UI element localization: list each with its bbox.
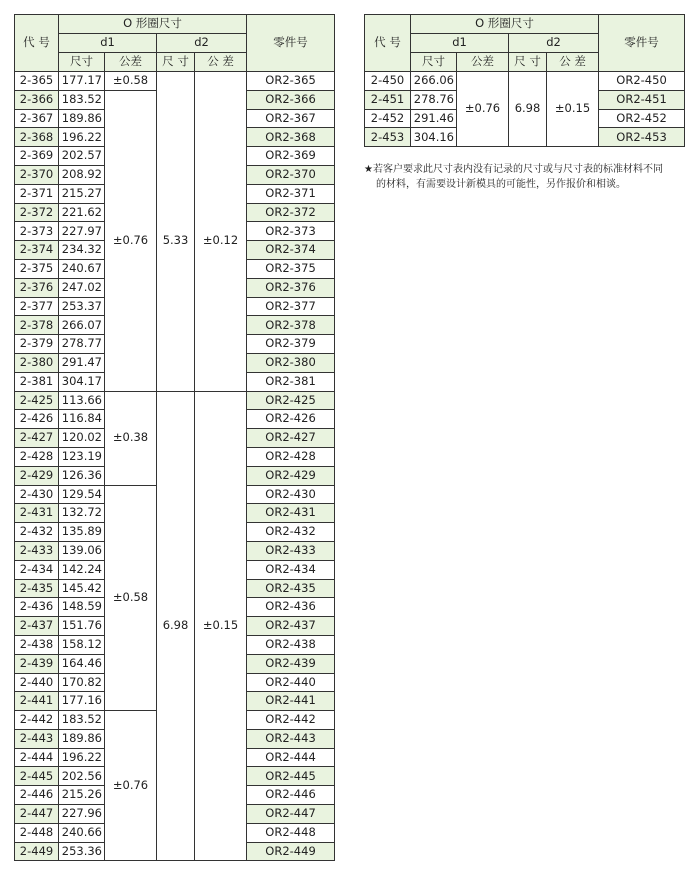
part-number-cell: OR2-375 <box>247 259 335 278</box>
table-body <box>365 72 685 147</box>
code-cell: 2-435 <box>15 579 59 598</box>
code-cell: 2-426 <box>15 410 59 429</box>
d2-empty-cell <box>195 72 247 91</box>
code-cell: 2-370 <box>15 165 59 184</box>
d1-size-cell: 189.86 <box>59 729 105 748</box>
d1-size-cell: 227.97 <box>59 222 105 241</box>
d1-size-cell: 253.36 <box>59 842 105 861</box>
code-cell: 2-442 <box>15 711 59 730</box>
header-oring-size: O 形圈尺寸 <box>411 15 599 34</box>
d1-size-cell: 158.12 <box>59 635 105 654</box>
part-number-cell: OR2-374 <box>247 241 335 260</box>
part-number-cell: OR2-365 <box>247 72 335 91</box>
part-number-cell: OR2-376 <box>247 278 335 297</box>
part-number-cell: OR2-381 <box>247 372 335 391</box>
part-number-cell: OR2-449 <box>247 842 335 861</box>
part-number-cell: OR2-430 <box>247 485 335 504</box>
code-cell: 2-445 <box>15 767 59 786</box>
part-number-cell: OR2-367 <box>247 109 335 128</box>
code-cell: 2-447 <box>15 805 59 824</box>
part-number-cell: OR2-432 <box>247 523 335 542</box>
d1-size-cell: 177.17 <box>59 72 105 91</box>
d2-size-cell: 6.98 <box>157 391 195 861</box>
code-cell: 2-430 <box>15 485 59 504</box>
header-code: 代 号 <box>15 15 59 72</box>
header-d1: d1 <box>59 34 157 53</box>
part-number-cell: OR2-450 <box>599 72 685 91</box>
part-number-cell: OR2-369 <box>247 147 335 166</box>
part-number-cell: OR2-451 <box>599 90 685 109</box>
d1-size-cell: 304.17 <box>59 372 105 391</box>
code-cell: 2-366 <box>15 90 59 109</box>
d1-size-cell: 253.37 <box>59 297 105 316</box>
d2-empty-cell <box>157 72 195 91</box>
header-d2-size: 尺 寸 <box>157 53 195 72</box>
code-cell: 2-432 <box>15 523 59 542</box>
code-cell: 2-446 <box>15 786 59 805</box>
d1-size-cell: 196.22 <box>59 748 105 767</box>
code-cell: 2-449 <box>15 842 59 861</box>
d1-size-cell: 183.52 <box>59 90 105 109</box>
header-d2-tolerance: 公 差 <box>195 53 247 72</box>
d1-size-cell: 196.22 <box>59 128 105 147</box>
part-number-cell: OR2-427 <box>247 429 335 448</box>
d1-size-cell: 202.57 <box>59 147 105 166</box>
d1-tolerance-cell: ±0.76 <box>105 711 157 861</box>
part-number-cell: OR2-436 <box>247 598 335 617</box>
code-cell: 2-367 <box>15 109 59 128</box>
code-cell: 2-376 <box>15 278 59 297</box>
code-cell: 2-448 <box>15 823 59 842</box>
part-number-cell: OR2-433 <box>247 541 335 560</box>
d1-size-cell: 215.27 <box>59 184 105 203</box>
part-number-cell: OR2-439 <box>247 654 335 673</box>
code-cell: 2-369 <box>15 147 59 166</box>
d1-size-cell: 304.16 <box>411 128 457 147</box>
part-number-cell: OR2-373 <box>247 222 335 241</box>
part-number-cell: OR2-372 <box>247 203 335 222</box>
part-number-cell: OR2-379 <box>247 335 335 354</box>
d1-size-cell: 148.59 <box>59 598 105 617</box>
d1-size-cell: 240.67 <box>59 259 105 278</box>
header-part-number: 零件号 <box>599 15 685 72</box>
code-cell: 2-372 <box>15 203 59 222</box>
part-number-cell: OR2-453 <box>599 128 685 147</box>
part-number-cell: OR2-428 <box>247 447 335 466</box>
part-number-cell: OR2-442 <box>247 711 335 730</box>
d2-size-cell: 6.98 <box>509 72 547 147</box>
d2-tolerance-cell: ±0.12 <box>195 90 247 391</box>
table-row <box>15 391 335 410</box>
part-number-cell: OR2-446 <box>247 786 335 805</box>
header-oring-size: O 形圈尺寸 <box>59 15 247 34</box>
header-d1: d1 <box>411 34 509 53</box>
d1-size-cell: 129.54 <box>59 485 105 504</box>
code-cell: 2-381 <box>15 372 59 391</box>
header-d2-size: 尺 寸 <box>509 53 547 72</box>
d2-tolerance-cell: ±0.15 <box>195 391 247 861</box>
code-cell: 2-452 <box>365 109 411 128</box>
part-number-cell: OR2-448 <box>247 823 335 842</box>
part-number-cell: OR2-452 <box>599 109 685 128</box>
code-cell: 2-437 <box>15 617 59 636</box>
d1-size-cell: 221.62 <box>59 203 105 222</box>
d2-size-cell: 5.33 <box>157 90 195 391</box>
table-row <box>15 72 335 91</box>
part-number-cell: OR2-429 <box>247 466 335 485</box>
note-line-2: 的材料，有需要设计新模具的可能性，另作报价和相谈。 <box>376 179 626 190</box>
d1-size-cell: 291.47 <box>59 353 105 372</box>
d1-size-cell: 215.26 <box>59 786 105 805</box>
code-cell: 2-365 <box>15 72 59 91</box>
header-d1-tolerance: 公差 <box>457 53 509 72</box>
code-cell: 2-373 <box>15 222 59 241</box>
oring-size-table-right <box>364 14 685 147</box>
part-number-cell: OR2-444 <box>247 748 335 767</box>
part-number-cell: OR2-378 <box>247 316 335 335</box>
d1-size-cell: 266.06 <box>411 72 457 91</box>
code-cell: 2-453 <box>365 128 411 147</box>
code-cell: 2-440 <box>15 673 59 692</box>
d1-size-cell: 132.72 <box>59 504 105 523</box>
d1-size-cell: 208.92 <box>59 165 105 184</box>
d1-size-cell: 139.06 <box>59 541 105 560</box>
part-number-cell: OR2-377 <box>247 297 335 316</box>
code-cell: 2-378 <box>15 316 59 335</box>
oring-size-table-left <box>14 14 335 861</box>
header-d1-size: 尺寸 <box>411 53 457 72</box>
part-number-cell: OR2-370 <box>247 165 335 184</box>
d1-size-cell: 120.02 <box>59 429 105 448</box>
code-cell: 2-427 <box>15 429 59 448</box>
header-code: 代 号 <box>365 15 411 72</box>
code-cell: 2-374 <box>15 241 59 260</box>
d1-size-cell: 189.86 <box>59 109 105 128</box>
d1-size-cell: 247.02 <box>59 278 105 297</box>
d1-size-cell: 240.66 <box>59 823 105 842</box>
header-d2-tolerance: 公 差 <box>547 53 599 72</box>
d1-size-cell: 278.76 <box>411 90 457 109</box>
part-number-cell: OR2-443 <box>247 729 335 748</box>
code-cell: 2-441 <box>15 692 59 711</box>
part-number-cell: OR2-435 <box>247 579 335 598</box>
code-cell: 2-375 <box>15 259 59 278</box>
d1-size-cell: 170.82 <box>59 673 105 692</box>
header-part-number: 零件号 <box>247 15 335 72</box>
code-cell: 2-436 <box>15 598 59 617</box>
code-cell: 2-450 <box>365 72 411 91</box>
d1-size-cell: 202.56 <box>59 767 105 786</box>
part-number-cell: OR2-440 <box>247 673 335 692</box>
part-number-cell: OR2-366 <box>247 90 335 109</box>
d1-size-cell: 291.46 <box>411 109 457 128</box>
code-cell: 2-429 <box>15 466 59 485</box>
code-cell: 2-451 <box>365 90 411 109</box>
note-line-1: ★若客户要求此尺寸表内没有记录的尺寸或与尺寸表的标准材料不同 <box>364 164 663 175</box>
part-number-cell: OR2-368 <box>247 128 335 147</box>
d1-tolerance-cell: ±0.76 <box>457 72 509 147</box>
code-cell: 2-434 <box>15 560 59 579</box>
custom-size-note <box>364 162 690 192</box>
d1-size-cell: 183.52 <box>59 711 105 730</box>
table-row <box>15 90 335 109</box>
part-number-cell: OR2-426 <box>247 410 335 429</box>
code-cell: 2-439 <box>15 654 59 673</box>
code-cell: 2-425 <box>15 391 59 410</box>
code-cell: 2-444 <box>15 748 59 767</box>
d2-tolerance-cell: ±0.15 <box>547 72 599 147</box>
d1-size-cell: 116.84 <box>59 410 105 429</box>
d1-size-cell: 135.89 <box>59 523 105 542</box>
d1-size-cell: 123.19 <box>59 447 105 466</box>
d1-size-cell: 234.32 <box>59 241 105 260</box>
code-cell: 2-380 <box>15 353 59 372</box>
part-number-cell: OR2-441 <box>247 692 335 711</box>
code-cell: 2-443 <box>15 729 59 748</box>
code-cell: 2-431 <box>15 504 59 523</box>
part-number-cell: OR2-431 <box>247 504 335 523</box>
code-cell: 2-438 <box>15 635 59 654</box>
header-d1-tolerance: 公差 <box>105 53 157 72</box>
part-number-cell: OR2-447 <box>247 805 335 824</box>
table-row <box>365 72 685 91</box>
part-number-cell: OR2-434 <box>247 560 335 579</box>
header-d1-size: 尺寸 <box>59 53 105 72</box>
d1-tolerance-cell: ±0.38 <box>105 391 157 485</box>
d1-tolerance-cell: ±0.76 <box>105 90 157 391</box>
code-cell: 2-379 <box>15 335 59 354</box>
d1-size-cell: 145.42 <box>59 579 105 598</box>
d1-size-cell: 266.07 <box>59 316 105 335</box>
part-number-cell: OR2-380 <box>247 353 335 372</box>
d1-size-cell: 278.77 <box>59 335 105 354</box>
part-number-cell: OR2-437 <box>247 617 335 636</box>
d1-size-cell: 113.66 <box>59 391 105 410</box>
part-number-cell: OR2-445 <box>247 767 335 786</box>
part-number-cell: OR2-371 <box>247 184 335 203</box>
header-d2: d2 <box>509 34 599 53</box>
table-body <box>15 72 335 861</box>
code-cell: 2-377 <box>15 297 59 316</box>
d1-size-cell: 227.96 <box>59 805 105 824</box>
part-number-cell: OR2-438 <box>247 635 335 654</box>
d1-size-cell: 164.46 <box>59 654 105 673</box>
header-d2: d2 <box>157 34 247 53</box>
d1-size-cell: 126.36 <box>59 466 105 485</box>
part-number-cell: OR2-425 <box>247 391 335 410</box>
d1-tolerance-cell: ±0.58 <box>105 72 157 91</box>
code-cell: 2-368 <box>15 128 59 147</box>
d1-size-cell: 177.16 <box>59 692 105 711</box>
d1-size-cell: 151.76 <box>59 617 105 636</box>
d1-size-cell: 142.24 <box>59 560 105 579</box>
d1-tolerance-cell: ±0.58 <box>105 485 157 711</box>
code-cell: 2-371 <box>15 184 59 203</box>
code-cell: 2-433 <box>15 541 59 560</box>
code-cell: 2-428 <box>15 447 59 466</box>
